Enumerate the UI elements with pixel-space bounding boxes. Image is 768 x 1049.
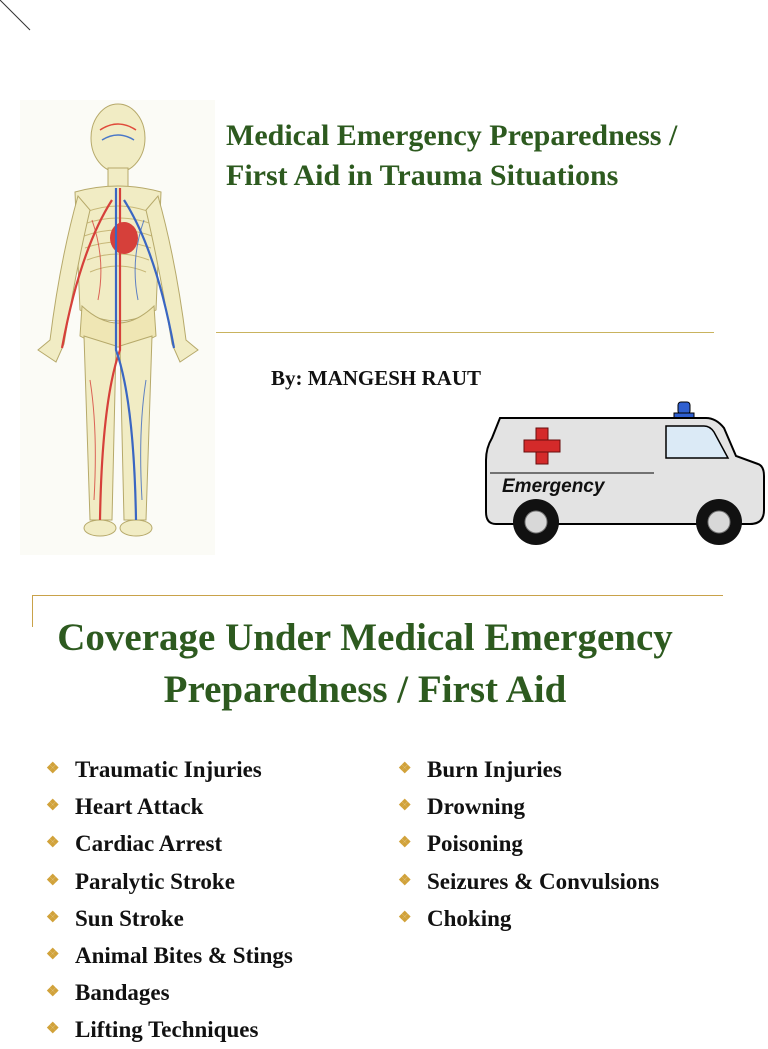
diamond-bullet-icon: ❖ (46, 984, 60, 1001)
slide1-title-line-2: First Aid in Trauma Situations (226, 159, 619, 192)
diamond-bullet-icon: ❖ (46, 909, 60, 926)
list-item-text: Seizures & Convulsions (427, 868, 660, 894)
title-divider (216, 332, 714, 333)
author-line: By: MANGESH RAUT (271, 366, 482, 390)
diamond-bullet-icon: ❖ (46, 798, 60, 815)
list-item-text: Lifting Techniques (75, 1017, 259, 1043)
coverage-list-left (44, 751, 293, 1049)
list-item (44, 974, 293, 1011)
list-item (396, 751, 659, 788)
slide1-title (226, 116, 756, 196)
list-item (44, 863, 293, 900)
diamond-bullet-icon: ❖ (46, 947, 60, 964)
list-item (44, 900, 293, 937)
diamond-bullet-icon: ❖ (398, 835, 412, 852)
diamond-bullet-icon: ❖ (46, 761, 60, 778)
diamond-bullet-icon: ❖ (398, 761, 412, 778)
list-item (44, 825, 293, 862)
list-item-text: Paralytic Stroke (75, 868, 235, 894)
list-item-text: Sun Stroke (75, 905, 184, 931)
human-anatomy-image (20, 100, 215, 555)
list-item (44, 788, 293, 825)
list-item-text: Burn Injuries (427, 757, 562, 783)
list-item-text: Poisoning (427, 831, 523, 857)
coverage-title-line-2: Preparedness / First Aid (163, 668, 567, 711)
ambulance-label: Emergency (502, 476, 605, 497)
list-item (396, 863, 659, 900)
diamond-bullet-icon: ❖ (46, 835, 60, 852)
list-item-text: Drowning (427, 794, 525, 820)
list-item-text: Cardiac Arrest (75, 831, 223, 857)
list-item (396, 788, 659, 825)
coverage-title (0, 612, 730, 716)
diamond-bullet-icon: ❖ (398, 798, 412, 815)
list-item (44, 1011, 293, 1048)
slide1-title-line-1: Medical Emergency Preparedness / (226, 119, 678, 152)
list-item (44, 937, 293, 974)
list-item (396, 900, 659, 937)
diamond-bullet-icon: ❖ (398, 872, 412, 889)
coverage-list-right (396, 751, 659, 937)
diamond-bullet-icon: ❖ (46, 1021, 60, 1038)
diamond-bullet-icon: ❖ (46, 872, 60, 889)
list-item (44, 751, 293, 788)
ambulance-image (480, 398, 766, 548)
list-item-text: Animal Bites & Stings (75, 943, 293, 969)
list-item-text: Choking (427, 905, 512, 931)
list-item-text: Heart Attack (75, 794, 204, 820)
corner-line (0, 0, 40, 40)
coverage-title-line-1: Coverage Under Medical Emergency (57, 616, 673, 659)
list-item-text: Traumatic Injuries (75, 757, 262, 783)
diamond-bullet-icon: ❖ (398, 909, 412, 926)
list-item (396, 825, 659, 862)
list-item-text: Bandages (75, 980, 170, 1006)
section-divider-horizontal (32, 595, 723, 596)
